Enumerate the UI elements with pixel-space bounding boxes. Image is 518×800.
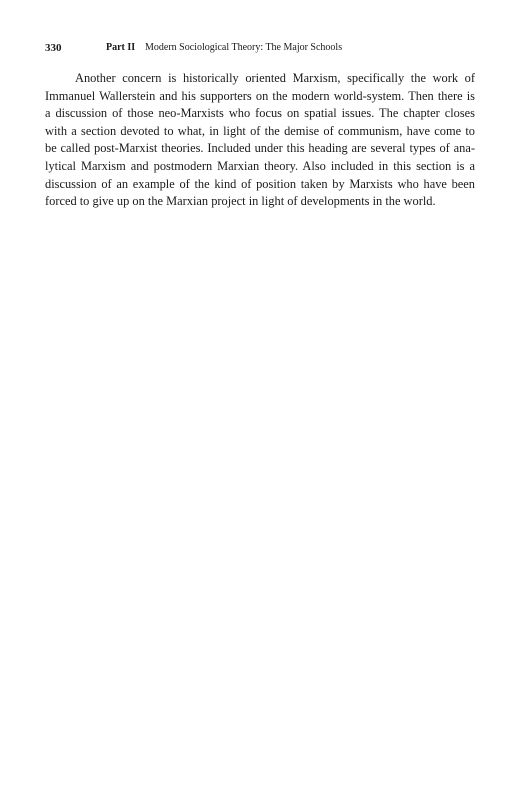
- paragraph-line: discussion of an example of the kind of position taken by Marxists who have been: [45, 176, 475, 191]
- paragraph-line: Immanuel Wallerstein and his supporters on the modern world-system. Then there is: [45, 88, 475, 103]
- running-header: [45, 40, 475, 56]
- paragraph-line: forced to give up on the Marxian project in light of developments in the world.: [45, 194, 436, 209]
- part-label: Part II: [106, 42, 136, 53]
- paragraph-line: a discussion of those neo-Marxists who focus on spatial issues. The chapter closes: [45, 106, 475, 121]
- paragraph-line: be called post-Marxist theories. Included under this heading are several types of ana-: [45, 141, 475, 156]
- paragraph-line: with a section devoted to what, in light of the demise of communism, have come to: [45, 123, 475, 138]
- paragraph-line: Another concern is historically oriented Marxism, specifically the work of: [75, 71, 475, 85]
- paragraph-line: lytical Marxism and postmodern Marxian theory. Also included in this section is a: [45, 158, 475, 173]
- part-title: Modern Sociological Theory: The Major Schools: [145, 42, 343, 53]
- page-number: 330: [45, 42, 62, 54]
- body-paragraph: [45, 70, 475, 211]
